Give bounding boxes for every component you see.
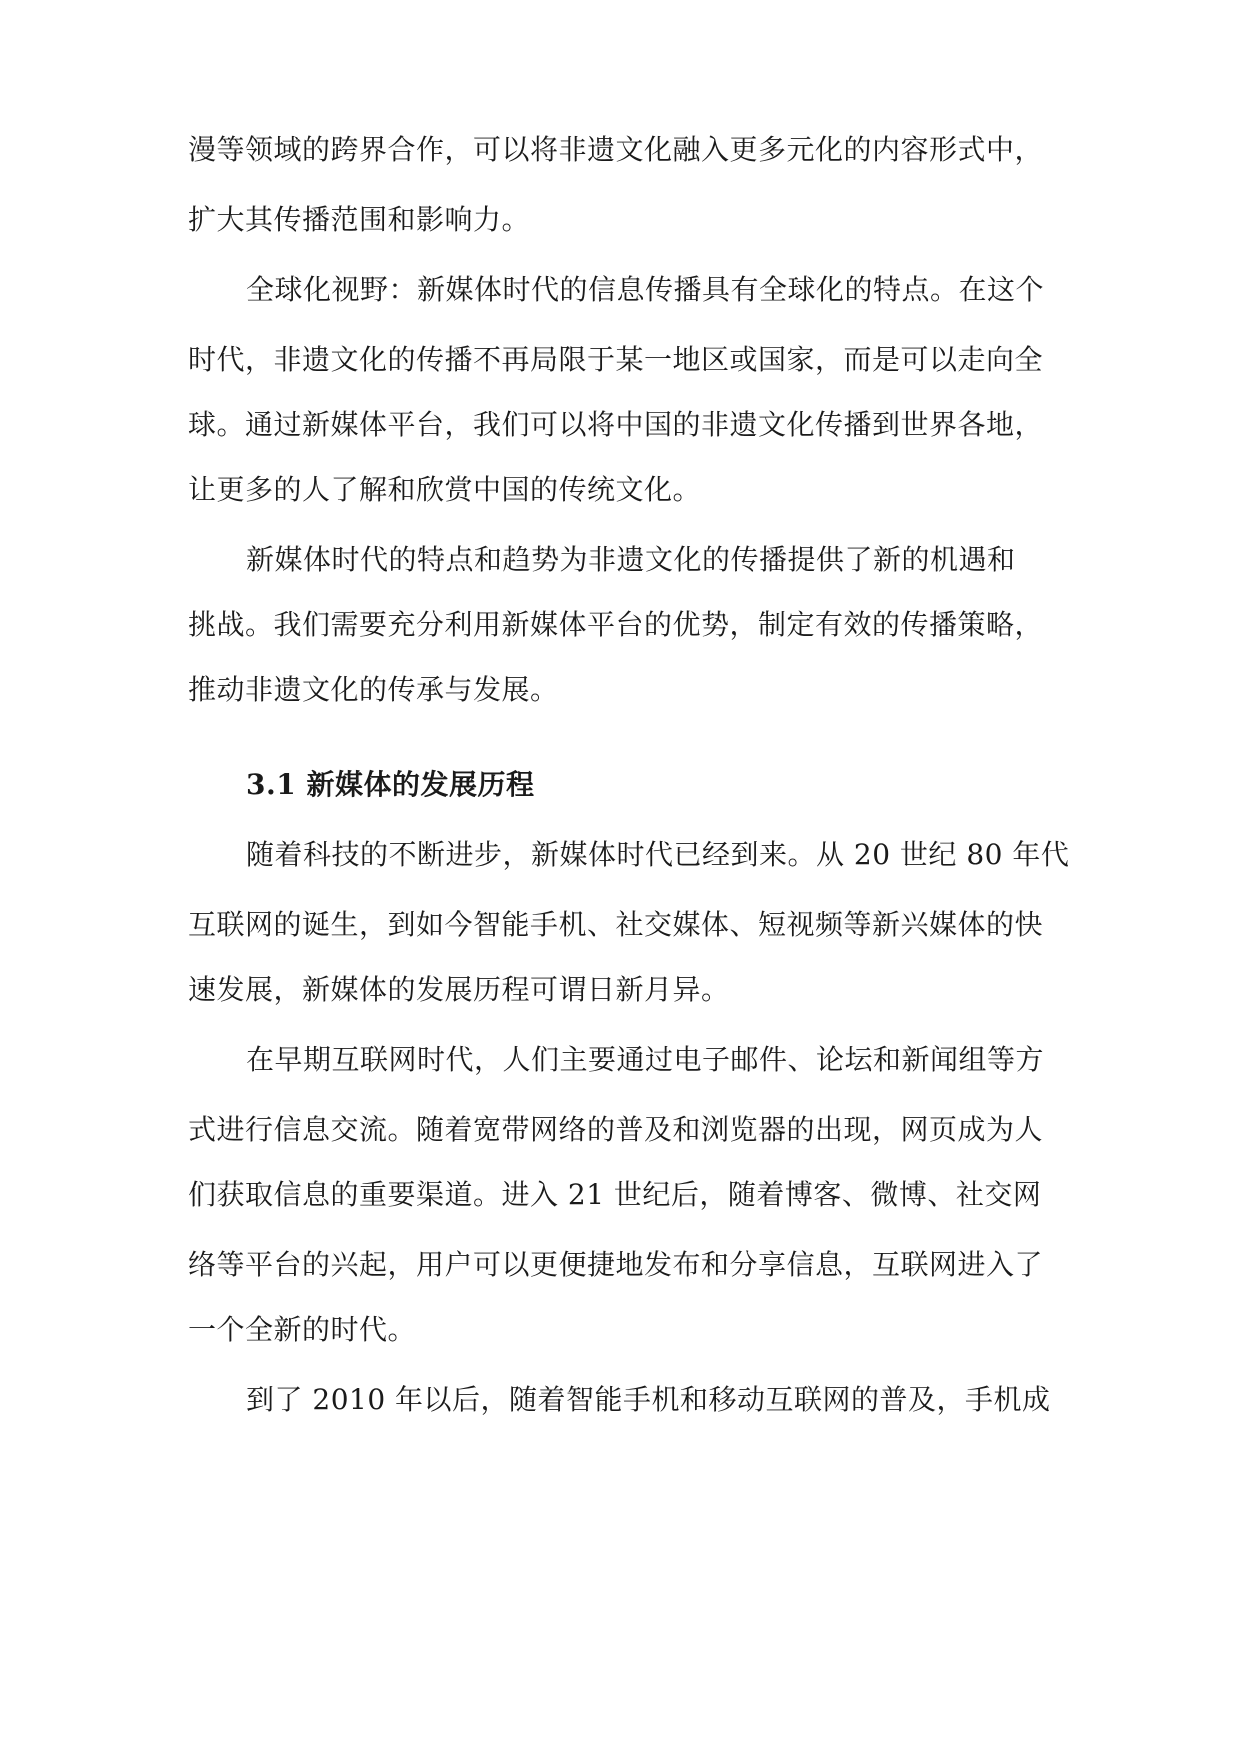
paragraph-line: 到了 2010 年以后，随着智能手机和移动互联网的普及，手机成 [246, 1383, 1051, 1416]
paragraph-line: 互联网的诞生，到如今智能手机、社交媒体、短视频等新兴媒体的快 [188, 908, 1044, 941]
paragraph-line: 络等平台的兴起，用户可以更便捷地发布和分享信息，互联网进入了 [188, 1248, 1044, 1281]
paragraph-line: 挑战。我们需要充分利用新媒体平台的优势，制定有效的传播策略， [188, 608, 1044, 641]
paragraph-line: 推动非遗文化的传承与发展。 [188, 673, 559, 706]
section-heading: 3.1 新媒体的发展历程 [246, 768, 535, 801]
paragraph-line: 扩大其传播范围和影响力。 [188, 203, 531, 236]
paragraph-line: 全球化视野：新媒体时代的信息传播具有全球化的特点。在这个 [246, 273, 1045, 306]
paragraph-line: 漫等领域的跨界合作，可以将非遗文化融入更多元化的内容形式中， [188, 133, 1044, 166]
paragraph-line: 新媒体时代的特点和趋势为非遗文化的传播提供了新的机遇和 [246, 543, 1016, 576]
paragraph-line: 时代，非遗文化的传播不再局限于某一地区或国家，而是可以走向全 [188, 343, 1044, 376]
paragraph-line: 在早期互联网时代，人们主要通过电子邮件、论坛和新闻组等方 [246, 1043, 1045, 1076]
paragraph-line: 随着科技的不断进步，新媒体时代已经到来。从 20 世纪 80 年代 [246, 838, 1070, 871]
paragraph-line: 式进行信息交流。随着宽带网络的普及和浏览器的出现，网页成为人 [188, 1113, 1044, 1146]
paragraph-line: 速发展，新媒体的发展历程可谓日新月异。 [188, 973, 730, 1006]
paragraph-line: 们获取信息的重要渠道。进入 21 世纪后，随着博客、微博、社交网 [188, 1178, 1042, 1211]
paragraph-line: 让更多的人了解和欣赏中国的传统文化。 [188, 473, 702, 506]
paragraph-line: 球。通过新媒体平台，我们可以将中国的非遗文化传播到世界各地， [188, 408, 1044, 441]
paragraph-line: 一个全新的时代。 [188, 1313, 417, 1346]
